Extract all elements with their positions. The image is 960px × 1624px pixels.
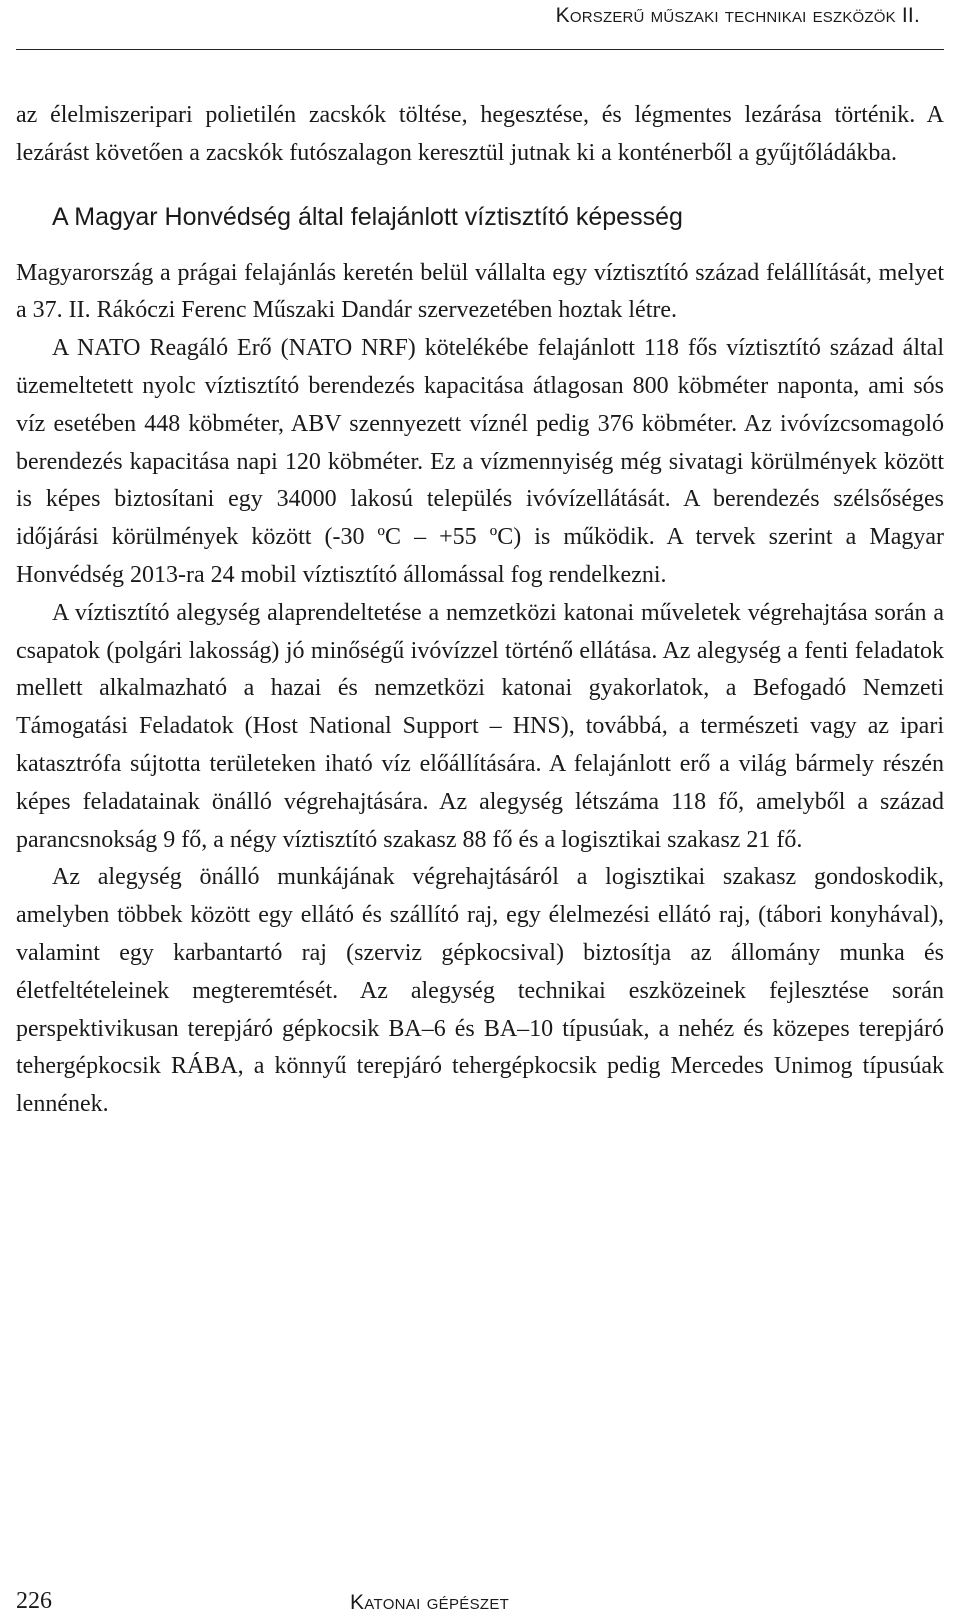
- section-title: A Magyar Honvédség által felajánlott víztisztító képesség: [52, 202, 683, 231]
- page-body: [16, 97, 944, 1124]
- page-header: [0, 0, 960, 60]
- running-title: Korszerű műszaki technikai eszközök II.: [555, 4, 920, 27]
- header-rule: [16, 49, 944, 50]
- page-number: 226: [16, 1588, 52, 1614]
- body-paragraph-4: Az alegység önálló munkájának végrehajtásáról a logisztikai szakasz gondoskodik, amelyben többek között egy ellátó és szállító raj, egy élelmezési ellátó raj, (tábori konyhával), valamint egy karbantartó raj (szerviz gépkocsival) biztosítja az állomány munka és életfeltételeinek megteremtését. Az alegység technikai eszközeinek fejlesztése során perspektivikusan terepjáró gépkocsik BA–6 és BA–10 típusúak, a nehéz és közepes terepjáró tehergépkocsik RÁBA, a könnyű terepjáró tehergépkocsik pedig Mercedes Unimog típusúak lennének.: [16, 864, 944, 1118]
- body-paragraph-2: A NATO Reagáló Erő (NATO NRF) kötelékébe felajánlott 118 fős víztisztító század által üzemeltetett nyolc víztisztító berendezés kapacitása átlagosan 800 köbméter naponta, ami sós víz esetében 448 köbméter, ABV szennyezett víznél pedig 376 köbméter. Az ivóvízcsomagoló berendezés kapacitása napi 120 köbméter. Ez a vízmennyiség még sivatagi körülmények között is képes biztosítani egy 34000 lakosú település ivóvízellátását. A berendezés szélsőséges időjárási körülmények között (-30 ºC – +55 ºC) is működik. A tervek szerint a Magyar Honvédség 2013-ra 24 mobil víztisztító állomással fog rendelkezni.: [16, 335, 944, 588]
- body-paragraph-1: Magyarország a prágai felajánlás keretén belül vállalta egy víztisztító század felállítását, melyet a 37. II. Rákóczi Ferenc Műszaki Dandár szervezetében hoztak létre.: [16, 259, 944, 324]
- journal-title: Katonai gépészet: [350, 1591, 510, 1614]
- body-paragraph-3: A víztisztító alegység alaprendeltetése a nemzetközi katonai műveletek végrehajtása során a csapatok (polgári lakosság) jó minőségű ivóvízzel történő ellátása. Az alegység a fenti feladatok mellett alkalmazható a hazai és nemzetközi katonai gyakorlatok, a Befogadó Nemzeti Támogatási Feladatok (Host National Support – HNS), továbbá, a természeti vagy az ipari katasztrófa sújtotta területeken iható víz előállítására. A felajánlott erő a világ bármely részén képes feladatainak önálló végrehajtására. Az alegység létszáma 118 fő, amelyből a század parancsnokság 9 fő, a négy víztisztító szakasz 88 fő és a logisztikai szakasz 21 fő.: [16, 599, 944, 853]
- intro-paragraph: az élelmiszeripari polietilén zacskók töltése, hegesztése, és légmentes lezárása történik. A lezárást követően a zacskók futószalagon keresztül jutnak ki a konténerből a gyűjtőládákba.: [16, 102, 944, 166]
